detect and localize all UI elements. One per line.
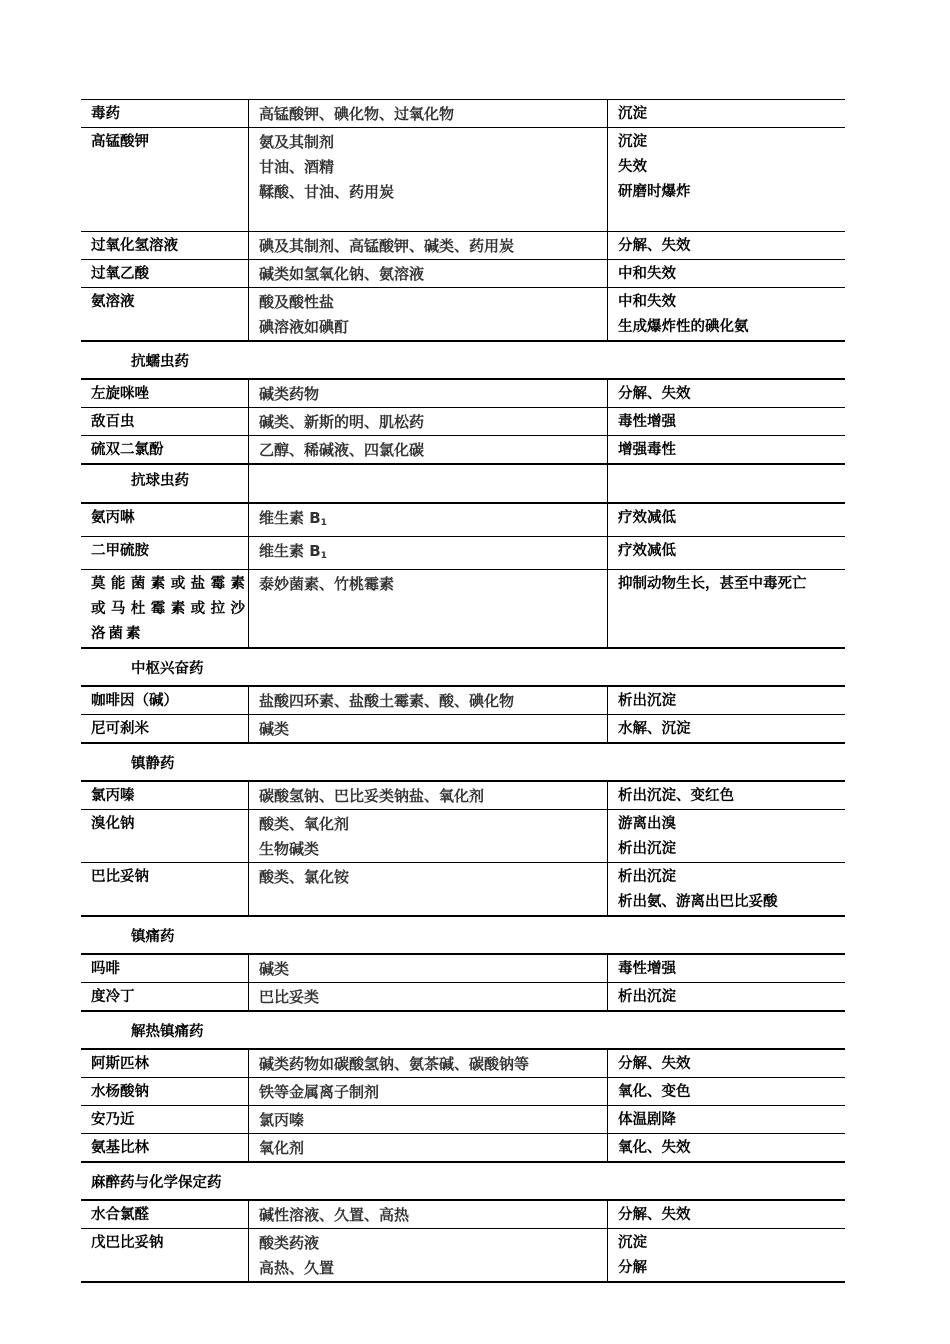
drug-name-cell bbox=[81, 1229, 248, 1281]
result-item: 体温剧降 bbox=[618, 1112, 676, 1128]
drug-name-cell bbox=[81, 715, 248, 742]
result-item: 分解、失效 bbox=[618, 238, 691, 254]
drug-name: 二甲硫胺 bbox=[91, 543, 149, 559]
section-title: 抗蠕虫药 bbox=[131, 354, 189, 370]
result-item: 研磨时爆炸 bbox=[618, 184, 691, 200]
table-row bbox=[81, 1228, 845, 1281]
incompatible-item: 鞣酸、甘油、药用炭 bbox=[259, 183, 395, 201]
table-row bbox=[81, 1048, 845, 1077]
incompatible-item: 碱类药物如碳酸氢钠、氨茶碱、碳酸钠等 bbox=[259, 1055, 530, 1073]
drug-name: 毒药 bbox=[91, 106, 120, 122]
incompatible-item: 碱类 bbox=[259, 960, 290, 978]
incompatible-cell bbox=[248, 232, 607, 259]
result-item: 沉淀 bbox=[618, 134, 647, 150]
result-cell bbox=[607, 288, 845, 340]
result-cell bbox=[607, 408, 845, 435]
result-item: 分解 bbox=[618, 1260, 647, 1276]
drug-name: 巴比妥钠 bbox=[91, 869, 149, 885]
result-item: 沉淀 bbox=[618, 1235, 647, 1251]
table-row bbox=[81, 953, 845, 982]
incompatible-item: 碱类、新斯的明、肌松药 bbox=[259, 413, 425, 431]
incompatible-item: 高锰酸钾、碘化物、过氧化物 bbox=[259, 105, 455, 123]
result-cell bbox=[607, 570, 845, 647]
result-item: 析出沉淀 bbox=[618, 989, 676, 1005]
incompatible-cell bbox=[248, 1106, 607, 1133]
incompatible-cell bbox=[248, 288, 607, 340]
result-item: 析出氨、游离出巴比妥酸 bbox=[618, 894, 778, 910]
result-cell bbox=[607, 1201, 845, 1228]
table-row bbox=[81, 714, 845, 742]
result-cell bbox=[607, 782, 845, 809]
result-item: 增强毒性 bbox=[618, 442, 676, 458]
incompatible-cell bbox=[248, 782, 607, 809]
incompatible-item: 碱性溶液、久置、高热 bbox=[259, 1206, 410, 1224]
incompatible-item: 乙醇、稀碱液、四氯化碳 bbox=[259, 441, 425, 459]
drug-name-cell bbox=[81, 1106, 248, 1133]
drug-name: 莫能菌素或盐霉素或马杜霉素或拉沙洛菌素 bbox=[91, 576, 248, 642]
drug-name: 度冷丁 bbox=[91, 989, 135, 1005]
incompatible-item: 酸及酸性盐 bbox=[259, 293, 335, 311]
section-3 bbox=[81, 647, 845, 742]
result-cell bbox=[607, 537, 845, 569]
section-title: 中枢兴奋药 bbox=[131, 661, 204, 677]
drug-name-cell bbox=[81, 983, 248, 1010]
incompatible-cell bbox=[248, 436, 607, 463]
result-item: 氧化、失效 bbox=[618, 1140, 691, 1156]
table-row bbox=[81, 127, 845, 231]
section-5 bbox=[81, 915, 845, 1010]
section-title: 抗球虫药 bbox=[131, 473, 189, 489]
empty-cell bbox=[607, 465, 845, 502]
table-row bbox=[81, 259, 845, 287]
drug-name-cell bbox=[81, 100, 248, 127]
incompatible-cell bbox=[248, 1078, 607, 1105]
incompatible-cell bbox=[248, 380, 607, 407]
drug-name: 氯丙嗪 bbox=[91, 788, 135, 804]
drug-name-cell bbox=[81, 1201, 248, 1228]
result-cell bbox=[607, 863, 845, 915]
table-row bbox=[81, 1133, 845, 1161]
incompatible-item: 酸类、氧化剂 bbox=[259, 815, 350, 833]
result-item: 分解、失效 bbox=[618, 1056, 691, 1072]
drug-name-cell bbox=[81, 408, 248, 435]
incompatible-item: 铁等金属离子制剂 bbox=[259, 1083, 380, 1101]
result-item: 水解、沉淀 bbox=[618, 721, 691, 737]
incompatible-cell bbox=[248, 955, 607, 982]
incompatible-cell bbox=[248, 1201, 607, 1228]
incompatible-cell bbox=[248, 715, 607, 742]
result-item: 毒性增强 bbox=[618, 414, 676, 430]
result-cell bbox=[607, 380, 845, 407]
incompatibility-table bbox=[81, 99, 845, 1283]
drug-name-cell bbox=[81, 1050, 248, 1077]
section-7 bbox=[81, 1161, 845, 1283]
drug-name-cell bbox=[81, 782, 248, 809]
result-cell bbox=[607, 1229, 845, 1281]
incompatible-cell bbox=[248, 504, 607, 536]
result-cell bbox=[607, 100, 845, 127]
result-item: 失效 bbox=[618, 159, 647, 175]
result-cell bbox=[607, 1106, 845, 1133]
result-cell bbox=[607, 1134, 845, 1161]
incompatible-item: 酸类、氯化铵 bbox=[259, 868, 350, 886]
result-item: 析出沉淀、变红色 bbox=[618, 788, 734, 804]
empty-cell bbox=[248, 465, 607, 502]
drug-name-cell bbox=[81, 537, 248, 569]
drug-name: 硫双二氯酚 bbox=[91, 442, 164, 458]
table-row bbox=[81, 502, 845, 536]
drug-name-cell bbox=[81, 380, 248, 407]
incompatible-item: 高热、久置 bbox=[259, 1259, 335, 1277]
incompatible-cell bbox=[248, 983, 607, 1010]
result-cell bbox=[607, 715, 845, 742]
incompatible-item: 维生素 $B_1$ bbox=[259, 542, 327, 561]
drug-name-cell bbox=[81, 863, 248, 915]
result-item: 毒性增强 bbox=[618, 961, 676, 977]
incompatible-cell bbox=[248, 408, 607, 435]
incompatible-item: 维生素 $B_1$ bbox=[259, 509, 327, 528]
result-cell bbox=[607, 687, 845, 714]
incompatible-item: 氨及其制剂 bbox=[259, 133, 335, 151]
section-title: 麻醉药与化学保定药 bbox=[91, 1175, 222, 1191]
section-4 bbox=[81, 742, 845, 915]
drug-name: 左旋咪唑 bbox=[91, 386, 149, 402]
table-row bbox=[81, 569, 845, 647]
result-cell bbox=[607, 810, 845, 862]
drug-name: 氨基比林 bbox=[91, 1140, 149, 1156]
incompatible-cell bbox=[248, 1134, 607, 1161]
drug-name: 尼可刹米 bbox=[91, 721, 149, 737]
drug-name-cell bbox=[81, 232, 248, 259]
drug-name-cell bbox=[81, 570, 248, 647]
incompatible-cell bbox=[248, 537, 607, 569]
drug-name: 安乃近 bbox=[91, 1112, 135, 1128]
drug-name-cell bbox=[81, 128, 248, 231]
section-title: 解热镇痛药 bbox=[131, 1024, 204, 1040]
incompatible-item: 生物碱类 bbox=[259, 840, 320, 858]
section-6 bbox=[81, 1010, 845, 1161]
incompatible-cell bbox=[248, 1050, 607, 1077]
table-row bbox=[81, 378, 845, 407]
drug-name: 高锰酸钾 bbox=[91, 134, 149, 150]
drug-name-cell bbox=[81, 436, 248, 463]
result-cell bbox=[607, 128, 845, 231]
result-item: 分解、失效 bbox=[618, 1207, 691, 1223]
result-cell bbox=[607, 260, 845, 287]
incompatible-cell bbox=[248, 570, 607, 647]
table-row bbox=[81, 1199, 845, 1228]
result-cell bbox=[607, 955, 845, 982]
drug-name: 阿斯匹林 bbox=[91, 1056, 149, 1072]
drug-name-cell bbox=[81, 687, 248, 714]
table-row bbox=[81, 809, 845, 862]
result-cell bbox=[607, 1050, 845, 1077]
drug-name: 吗啡 bbox=[91, 961, 120, 977]
table-row bbox=[81, 231, 845, 259]
result-cell bbox=[607, 436, 845, 463]
incompatible-item: 碘及其制剂、高锰酸钾、碱类、药用炭 bbox=[259, 237, 515, 255]
result-item: 抑制动物生长，甚至中毒死亡 bbox=[618, 576, 807, 592]
section-title: 镇痛药 bbox=[131, 929, 175, 945]
drug-name: 戊巴比妥钠 bbox=[91, 1235, 164, 1251]
drug-name: 水合氯醛 bbox=[91, 1207, 149, 1223]
subscript: 1 bbox=[320, 518, 327, 528]
table-row bbox=[81, 435, 845, 463]
drug-name: 过氧化氢溶液 bbox=[91, 238, 178, 254]
incompatible-item: 甘油、酒精 bbox=[259, 158, 335, 176]
result-cell bbox=[607, 232, 845, 259]
result-item: 氧化、变色 bbox=[618, 1084, 691, 1100]
table-row bbox=[81, 780, 845, 809]
drug-name-cell bbox=[81, 260, 248, 287]
section-title-row bbox=[81, 465, 845, 502]
result-item: 分解、失效 bbox=[618, 386, 691, 402]
drug-name: 氨溶液 bbox=[91, 294, 135, 310]
drug-name: 敌百虫 bbox=[91, 414, 135, 430]
drug-name: 水杨酸钠 bbox=[91, 1084, 149, 1100]
drug-name-cell bbox=[81, 504, 248, 536]
section-1 bbox=[81, 340, 845, 463]
result-cell bbox=[607, 504, 845, 536]
incompatible-item: 碘溶液如碘酊 bbox=[259, 318, 350, 336]
result-item: 中和失效 bbox=[618, 294, 676, 310]
drug-name-cell bbox=[81, 1078, 248, 1105]
result-item: 析出沉淀 bbox=[618, 841, 676, 857]
incompatible-cell bbox=[248, 863, 607, 915]
result-item: 中和失效 bbox=[618, 266, 676, 282]
table-row bbox=[81, 685, 845, 714]
result-item: 疗效减低 bbox=[618, 543, 676, 559]
incompatible-item: 碳酸氢钠、巴比妥类钠盐、氧化剂 bbox=[259, 787, 485, 805]
incompatible-cell bbox=[248, 810, 607, 862]
incompatible-item: 碱类如氢氧化钠、氨溶液 bbox=[259, 265, 425, 283]
result-cell bbox=[607, 1078, 845, 1105]
incompatible-item: 巴比妥类 bbox=[259, 988, 320, 1006]
incompatible-cell bbox=[248, 687, 607, 714]
table-row bbox=[81, 287, 845, 340]
drug-name: 过氧乙酸 bbox=[91, 266, 149, 282]
drug-name-cell bbox=[81, 955, 248, 982]
table-row bbox=[81, 862, 845, 915]
table-row bbox=[81, 1105, 845, 1133]
drug-name: 氨丙啉 bbox=[91, 510, 135, 526]
table-row bbox=[81, 982, 845, 1010]
drug-name: 溴化钠 bbox=[91, 816, 135, 832]
drug-name-cell bbox=[81, 810, 248, 862]
incompatible-item: 盐酸四环素、盐酸土霉素、酸、碘化物 bbox=[259, 692, 515, 710]
incompatible-item: 酸类药液 bbox=[259, 1234, 320, 1252]
section-0 bbox=[81, 99, 845, 340]
drug-name-cell bbox=[81, 288, 248, 340]
incompatible-item: 碱类 bbox=[259, 720, 290, 738]
table-row bbox=[81, 407, 845, 435]
incompatible-cell bbox=[248, 100, 607, 127]
incompatible-item: 碱类药物 bbox=[259, 385, 320, 403]
incompatible-cell bbox=[248, 1229, 607, 1281]
incompatible-item: 氯丙嗪 bbox=[259, 1111, 305, 1129]
drug-name-cell bbox=[81, 1134, 248, 1161]
incompatible-cell bbox=[248, 128, 607, 231]
result-item: 沉淀 bbox=[618, 106, 647, 122]
table-row bbox=[81, 100, 845, 127]
incompatible-cell bbox=[248, 260, 607, 287]
result-cell bbox=[607, 983, 845, 1010]
result-item: 析出沉淀 bbox=[618, 693, 676, 709]
result-item: 游离出溴 bbox=[618, 816, 676, 832]
table-row bbox=[81, 1077, 845, 1105]
table-row bbox=[81, 536, 845, 569]
drug-name: 咖啡因（碱） bbox=[91, 693, 178, 709]
section-2 bbox=[81, 463, 845, 647]
result-item: 生成爆炸性的碘化氨 bbox=[618, 319, 749, 335]
incompatible-item: 氧化剂 bbox=[259, 1139, 305, 1157]
section-title: 镇静药 bbox=[131, 756, 175, 772]
incompatible-item: 泰妙菌素、竹桃霉素 bbox=[259, 575, 395, 593]
result-item: 析出沉淀 bbox=[618, 869, 676, 885]
subscript: 1 bbox=[320, 551, 327, 561]
result-item: 疗效减低 bbox=[618, 510, 676, 526]
